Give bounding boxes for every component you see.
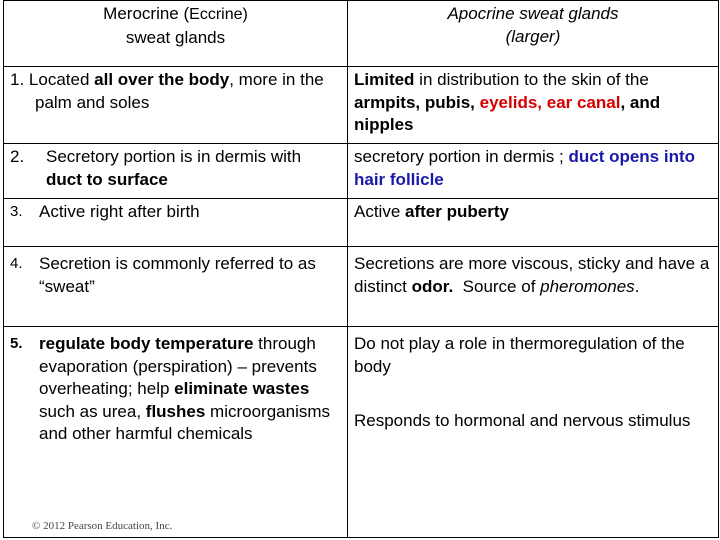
header-row xyxy=(4,1,719,67)
comparison-table xyxy=(3,0,719,538)
row1-right-b1: Limited xyxy=(354,70,415,89)
row1-num: 1. xyxy=(10,70,25,89)
header-merocrine-line2: sweat glands xyxy=(125,27,226,47)
row4-right-t2: Source of xyxy=(453,276,541,296)
table-row xyxy=(4,199,719,247)
row1-left xyxy=(4,67,348,144)
row2-num: 2. xyxy=(10,147,25,166)
copyright-notice: © 2012 Pearson Education, Inc. xyxy=(32,520,173,532)
table-row xyxy=(4,144,719,199)
row4-right-b1: odor. xyxy=(411,276,454,296)
header-apocrine xyxy=(348,1,719,67)
row1-right-b2: armpits, pubis, xyxy=(354,92,480,112)
row5-left xyxy=(4,327,348,538)
row1-right-r1: eyelids, ear canal xyxy=(479,92,621,112)
row4-right-t3: . xyxy=(634,276,640,296)
header-merocrine xyxy=(4,1,348,67)
table-row xyxy=(4,327,719,538)
row4-right xyxy=(348,247,719,327)
row5-right-p2: Responds to hormonal and nervous stimulus xyxy=(354,411,691,430)
row1-right xyxy=(348,67,719,144)
header-merocrine-a: Merocrine ( xyxy=(103,4,190,23)
row3-right-b1: after puberty xyxy=(405,202,509,221)
row1-left-t1: Located xyxy=(24,70,95,89)
row4-right-i1: pheromones xyxy=(540,276,635,296)
row2-left xyxy=(4,144,348,199)
row5-left-t3: microorganisms and other harmful chemicals xyxy=(39,401,331,443)
row2-right-t1: secretory portion in dermis ; xyxy=(354,147,569,166)
row3-left xyxy=(4,199,348,247)
row4-right-t1: Secretions are more viscous, sticky and have a distinct xyxy=(354,254,710,296)
row5-right xyxy=(348,327,719,538)
table-row xyxy=(4,247,719,327)
row3-left-t1: Active right after birth xyxy=(39,202,200,221)
table-row xyxy=(4,67,719,144)
row2-right-blue1: duct opens into hair follicle xyxy=(354,147,696,189)
row1-right-t1: in distribution to the skin of the xyxy=(414,70,649,89)
row1-left-b1: all over the body xyxy=(94,70,230,89)
header-apocrine-line1: Apocrine sweat glands xyxy=(447,4,619,23)
row4-left-t1: Secretion is commonly referred to as “sweat” xyxy=(39,254,316,296)
row5-left-b3: flushes xyxy=(145,401,206,421)
row1-left-t2: , more in the palm and soles xyxy=(35,70,324,112)
row3-right-t1: Active xyxy=(354,202,406,221)
row5-num: 5. xyxy=(10,335,23,352)
row3-right xyxy=(348,199,719,247)
row5-left-b1: regulate body temperature xyxy=(39,334,254,353)
row1-right-b3: , and nipples xyxy=(354,92,661,134)
row4-num: 4. xyxy=(10,255,23,272)
row5-left-b2: eliminate wastes xyxy=(174,379,310,398)
row3-num: 3. xyxy=(10,203,23,220)
row4-left xyxy=(4,247,348,327)
row5-right-p1: Do not play a role in thermoregulation of the body xyxy=(354,334,685,376)
row5-left-t1: through evaporation (perspiration) – prevents overheating; help xyxy=(39,334,317,398)
row2-left-t1: Secretory portion is in dermis with xyxy=(46,147,302,166)
row2-left-b1: duct to surface xyxy=(46,169,168,189)
header-apocrine-line2: (larger) xyxy=(505,26,561,46)
row2-right xyxy=(348,144,719,199)
row5-left-t2: such as urea, xyxy=(39,401,146,421)
header-merocrine-b: Eccrine) xyxy=(189,6,248,23)
